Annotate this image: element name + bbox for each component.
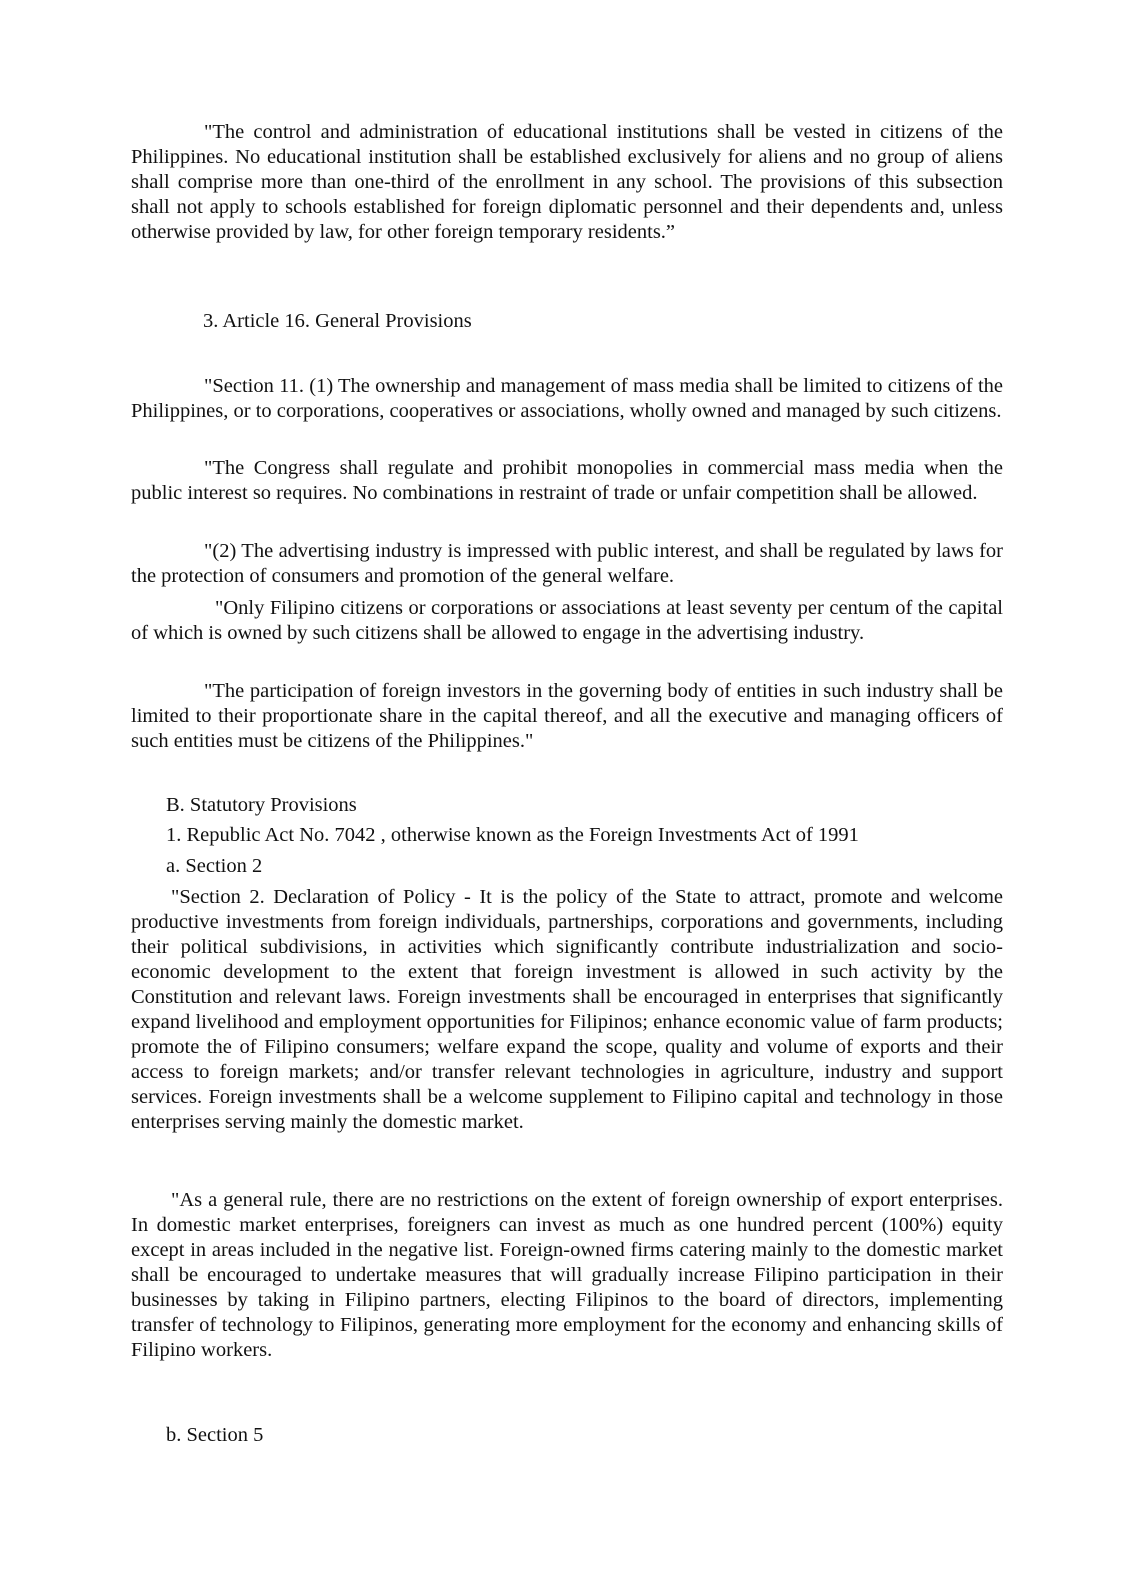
paragraph-section-11: "Section 11. (1) The ownership and management of mass media shall be limited to citizens of the Philippines, or to corporations, cooperatives or associations, wholly owned and managed by such citizens. — [131, 375, 1003, 422]
paragraph-educational-control: "The control and administration of educational institutions shall be vested in citizens of the Philippines. No educational institution shall be established exclusively for aliens and no group of aliens shall comprise more than one-third of the enrollment in any school. The provisions of this subsection shall not apply to schools established for foreign diplomatic personnel and their dependents and, unless otherwise provided by law, for other foreign temporary residents.” — [131, 121, 1003, 243]
heading-republic-act-7042: 1. Republic Act No. 7042 , otherwise known as the Foreign Investments Act of 1991 — [166, 824, 859, 846]
heading-section-5: b. Section 5 — [166, 1424, 264, 1446]
heading-section-2: a. Section 2 — [166, 855, 263, 877]
paragraph-foreign-participation: "The participation of foreign investors in the governing body of entities in such industry shall be limited to their proportionate share in the capital thereof, and all the executive and managing officers of such entities must be citizens of the Philippines." — [131, 680, 1003, 752]
paragraph-congress-monopolies: "The Congress shall regulate and prohibit monopolies in commercial mass media when the public interest so requires. No combinations in restraint of trade or unfair competition shall be allowed. — [131, 457, 1003, 504]
paragraph-general-rule: "As a general rule, there are no restrictions on the extent of foreign ownership of export enterprises. In domestic market enterprises, foreigners can invest as much as one hundred percent (100%) equity except in areas included in the negative list. Foreign-owned firms catering mainly to the domestic market shall be encouraged to undertake measures that will gradually increase Filipino participation in their businesses by taking in Filipino partners, electing Filipinos to the board of directors, implementing transfer of technology to Filipinos, generating more employment for the economy and enhancing skills of Filipino workers. — [131, 1189, 1003, 1361]
heading-statutory-provisions: B. Statutory Provisions — [166, 794, 357, 816]
paragraph-advertising-industry: "(2) The advertising industry is impressed with public interest, and shall be regulated by laws for the protection of consumers and promotion of the general welfare. — [131, 540, 1003, 587]
paragraph-only-filipino-citizens: "Only Filipino citizens or corporations or associations at least seventy per centum of the capital of which is owned by such citizens shall be allowed to engage in the advertising industry. — [131, 597, 1003, 644]
paragraph-declaration-of-policy: "Section 2. Declaration of Policy - It is the policy of the State to attract, promote and welcome productive investments from foreign individuals, partnerships, corporations and governments, including their political subdivisions, in activities which significantly contribute industrialization and socio-economic development to the extent that foreign investment is allowed in such activity by the Constitution and relevant laws. Foreign investments shall be encouraged in enterprises that significantly expand livelihood and employment opportunities for Filipinos; enhance economic value of farm products; promote the of Filipino consumers; welfare expand the scope, quality and volume of exports and their access to foreign markets; and/or transfer relevant technologies in agriculture, industry and support services. Foreign investments shall be a welcome supplement to Filipino capital and technology in those enterprises serving mainly the domestic market. — [131, 886, 1003, 1133]
heading-article-16: 3. Article 16. General Provisions — [203, 310, 472, 332]
